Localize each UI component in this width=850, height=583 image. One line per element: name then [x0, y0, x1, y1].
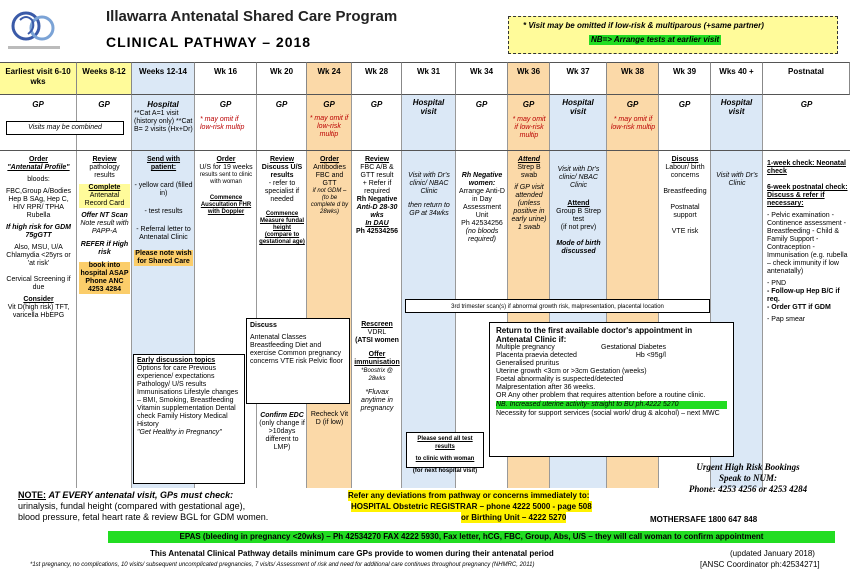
visit-type: GP	[98, 100, 110, 109]
col-header-wk36	[508, 62, 550, 95]
c4-commence: Commence	[209, 195, 243, 201]
col-header-wk34	[456, 62, 508, 95]
c1-list: FBC,Group A/Bodies Hep B SAg, Hep C, HIV RPR/ TPHA Rubella	[6, 188, 71, 219]
visit-type: Hospital visit	[562, 98, 594, 116]
col-header-label: Wk 28	[364, 67, 389, 76]
bottom-coord: [ANSC Coordinator ph:42534271]	[700, 560, 820, 569]
wk38-omit-note: * may omit if low-risk multip	[610, 116, 656, 131]
visit-type: GP	[626, 100, 639, 109]
visit-type: GP	[370, 100, 383, 109]
send-l2: to clinic with woman	[415, 456, 475, 462]
c8-visit: Visit with Dr's clinic/ NBAC Clinic	[408, 172, 450, 195]
page-subtitle: CLINICAL PATHWAY – 2018	[106, 34, 312, 50]
c4-results: results sent to clinic with woman	[199, 172, 253, 185]
return-row2	[496, 352, 666, 360]
return-item: Gestational Diabetes	[601, 344, 666, 351]
c7-dau: In DAU	[365, 220, 389, 227]
c7-rh: Rh Negative	[356, 196, 398, 203]
col-header-wk28	[352, 62, 402, 95]
return-title: Return to the first available doctor's appointment in Antenatal Clinic if:	[496, 326, 693, 344]
return-nb: NB. Increased uterine activity- straight to BU ph.4222 5270	[496, 401, 727, 409]
note-l2: urinalysis, fundal height (compared with gestational age),	[18, 501, 246, 511]
confirm-edc	[259, 412, 305, 452]
c7-flu: *Fluvax anytime in pregnancy	[360, 389, 394, 412]
refer-l2: HOSPITAL Obstetric REGISTRAR – phone 4222 5000 - page 508	[351, 502, 592, 511]
c5-refer: - refer to specialist if needed	[264, 180, 300, 203]
c11-mode: Mode of birth discussed	[556, 240, 601, 255]
c7-antid: Anti-D 28-30 wks	[356, 204, 398, 219]
c7-refer: + Refer if required	[362, 180, 392, 195]
c14-content: Visit with Dr's Clinic	[716, 172, 758, 187]
col-header-12-14	[132, 62, 195, 95]
visits-combined-note: Visits may be combined	[6, 121, 124, 135]
c11-content	[552, 166, 605, 256]
c5-content	[259, 156, 305, 246]
visit-type: Hospital	[147, 100, 179, 109]
c13-discuss: Discuss	[671, 156, 699, 163]
return-l6: Malpresentation after 36 weeks.	[496, 384, 596, 391]
confirm-title: Confirm EDC	[260, 412, 304, 419]
note-box	[508, 16, 838, 54]
c1-order: Order	[28, 156, 49, 163]
col-header-label: Earliest visit 6-10 wks	[5, 67, 71, 86]
col-header-label: Weeks 8-12	[82, 67, 126, 76]
c1-also: Also, MSU, U/A Chlamydia <25yrs or 'at risk'	[6, 244, 71, 267]
c7-atsi: (ATSI women	[355, 337, 399, 344]
c7-ph: Ph 42534256	[355, 228, 399, 235]
visit-type: GP	[800, 100, 813, 109]
c6-list: Antibodies FBC and GTT	[313, 164, 346, 187]
bottom-main: This Antenatal Clinical Pathway details minimum care GPs provide to women during their antenatal period	[150, 549, 554, 558]
return-l8: Necessity for support services (social work/ drug & alcohol) – next MWC	[496, 410, 720, 417]
cat-note: **Cat A=1 visit (history only) **Cat B= 2 visits (Hx+Dr)	[134, 110, 193, 133]
discuss-box	[246, 318, 350, 404]
c7-list: FBC A/B & GTT result	[360, 164, 394, 179]
c10-strep: Strep B swab	[517, 164, 541, 179]
note-l1: AT EVERY antenatal visit, GPs must check:	[48, 490, 234, 500]
c7-vdrl: VDRL	[367, 329, 387, 336]
col-header-label: Wk 36	[516, 67, 541, 76]
c1-cervical: Cervical Screening if due	[6, 276, 71, 291]
col-header-wk37	[550, 62, 607, 95]
c11-ifnot: (if not prev)	[560, 224, 597, 231]
discuss-title: Discuss	[250, 322, 277, 329]
discuss-items: Antenatal Classes Breastfeeding Diet and exercise Common pregnancy concerns VTE risk Pelvic floor	[250, 334, 343, 365]
c2-complete: Complete	[79, 184, 130, 192]
early-discussion-box	[133, 354, 245, 484]
col-header-label: Wk 20	[269, 67, 294, 76]
early-quote: "Get Healthy in Pregnancy"	[137, 429, 222, 436]
c15-ordergtt: - Order GTT if GDM	[767, 304, 831, 311]
col-header-wk24	[307, 62, 352, 95]
return-item: Hb <95g/l	[635, 352, 666, 359]
visit-type: GP	[522, 100, 535, 109]
c3-content	[134, 156, 193, 266]
c1-content	[2, 156, 75, 320]
c2-pathology: pathology results	[89, 164, 120, 179]
note-label: NOTE:	[18, 490, 46, 500]
c13-postnatal: Postnatal support	[670, 204, 700, 219]
wk16-omit-note: * may omit if low-risk multip	[200, 116, 245, 131]
c10-attend: Attend	[517, 156, 541, 163]
note-line2: NB=> Arrange tests at earlier visit	[591, 35, 720, 44]
col-header-label: Wk 37	[566, 67, 590, 76]
early-items: Options for care Previous experience/ expectations Pathology/ U/S results Immunisations Lifestyle changes – BMI, Smoking, Breastfeeding Vitamin supplementation Dental check Family History Medical History	[137, 365, 239, 428]
col-header-wk16	[195, 62, 257, 95]
c10-ifgp: if GP visit attended (unless positive in early urine) 1 swab	[511, 184, 547, 231]
return-item: Multiple pregnancy	[496, 344, 555, 351]
urgent-l2: Speak to NUM:	[719, 473, 777, 483]
c15-pap: - Pap smear	[767, 316, 806, 323]
urgent-l3: Phone: 4253 4256 or 4253 4284	[688, 484, 808, 494]
col-header-wk38	[607, 62, 659, 95]
col-header-wk40	[711, 62, 763, 95]
gp-row-divider	[0, 150, 850, 151]
c9-arrange: Arrange Anti-D in Day Assessment Unit	[459, 188, 505, 219]
c2-record: Antenatal Record Card	[79, 192, 130, 208]
c6-ifnot: if not GDM – (to be complete d by 28wks)	[310, 188, 349, 215]
c2-refer: REFER if High risk	[80, 241, 129, 256]
c15-followup: - Follow-up Hep B/C if req.	[767, 288, 840, 303]
col-header-wk31	[402, 62, 456, 95]
confirm-text: (only change if >10days different to LMP)	[259, 420, 305, 451]
c2-offer: Offer NT Scan	[81, 212, 128, 219]
logo	[6, 6, 62, 52]
return-row1	[496, 344, 666, 352]
c9-ph: Ph 42534256	[461, 220, 503, 227]
c2-num: 4253 4284	[79, 286, 130, 294]
bottom-foot: *1st pregnancy, no complications, 10 visits/ subsequent uncomplicated pregnancies, 7 visits/ Assessment of risk and need for additional care continues throughout pregnancy (NHMRC, 2011)	[30, 562, 535, 568]
col-header-label: Weeks 12-14	[139, 67, 187, 76]
footer-note	[18, 490, 348, 523]
c1-bloods: bloods:	[27, 176, 50, 183]
col-header-8-12	[77, 62, 132, 95]
note-l3: blood pressure, fetal heart rate & review BGL for GDM women.	[18, 512, 269, 522]
c2-phone: Phone ANC	[79, 278, 130, 286]
col-header-wk20	[257, 62, 307, 95]
return-l7: OR Any other problem that requires attention before a routine clinic.	[496, 392, 706, 399]
c15-week6: 6-week postnatal check: Discuss & refer if necessary:	[767, 184, 848, 207]
c5-review: Review	[269, 156, 295, 163]
c15-content	[767, 160, 848, 324]
c11-attend: Attend	[567, 200, 590, 207]
c13-vte: VTE risk	[671, 228, 699, 235]
c9-content	[458, 172, 506, 244]
col-wk24	[307, 95, 352, 488]
c9-noblood: (no bloods required)	[465, 228, 499, 243]
c4-content	[197, 156, 255, 216]
c4-us: U/S for 19 weeks	[199, 164, 253, 171]
c5-discuss: Discuss U/S results	[261, 164, 303, 179]
visit-type: GP	[475, 100, 488, 109]
return-l5: Foetal abnormality is suspected/detected	[496, 376, 624, 383]
return-l3: Generalised pruritus	[496, 360, 560, 367]
col-header-earliest	[0, 62, 77, 95]
c2-review: Review	[92, 156, 117, 163]
send-results-box	[406, 432, 484, 474]
c2-book: book into hospital ASAP	[80, 262, 129, 277]
c15-pnd: - PND	[767, 280, 787, 287]
urgent-l1: Urgent High Risk Bookings	[696, 462, 800, 472]
c8-content	[404, 172, 454, 218]
visit-type: Hospital visit	[412, 98, 445, 116]
c11-visit: Visit with Dr's clinic/ NBAC Clinic	[557, 166, 600, 189]
refer-any	[348, 490, 648, 523]
col-wk28	[352, 95, 402, 488]
c7-rescreen: Rescreen	[361, 321, 393, 328]
c15-week1: 1-week check: Neonatal check	[767, 160, 846, 175]
c11-groupb: Group B Strep test	[556, 208, 601, 223]
c3-test: - test results	[144, 208, 183, 215]
c1-consider: Consider	[23, 296, 54, 303]
c4-ausc: Auscultation FHR with Doppler	[200, 202, 252, 215]
send-l3: (for next hospital visit)	[412, 468, 478, 474]
c3-please: Please note wish for Shared Care	[135, 250, 192, 265]
c7-lower	[354, 321, 400, 413]
c10-content	[510, 156, 548, 232]
c7-boost: *Boostrix @ 28wks	[361, 368, 393, 382]
page-title: Illawarra Antenatal Shared Care Program	[106, 8, 398, 25]
return-item: Placenta praevia detected	[496, 352, 577, 359]
c2-content	[79, 156, 130, 294]
c8-return: then return to GP at 34wks	[408, 202, 450, 217]
early-title: Early discussion topics	[137, 357, 216, 364]
c13-breast: Breastfeeding	[663, 188, 707, 195]
c3-yellow: - yellow card (filled in)	[134, 182, 193, 197]
c3-referral: - Referral letter to Antenatal Clinic	[136, 226, 191, 241]
c1-gdm: If high risk for GDM 75gGTT	[6, 224, 71, 239]
col-header-label: Wk 39	[672, 67, 697, 76]
return-box	[489, 322, 734, 457]
c4-order: Order	[216, 156, 236, 163]
col-header-wk39	[659, 62, 711, 95]
col-header-label: Wk 16	[213, 67, 238, 76]
c13-list: Labour/ birth concerns	[665, 164, 705, 179]
wk36-omit-note: * may omit if low-risk multip	[512, 116, 546, 139]
visit-type: GP	[678, 100, 691, 109]
col-wk31	[402, 95, 456, 488]
c5-measure: Measure fundal height (compare to gestational age)	[259, 218, 305, 245]
col-header-label: Postnatal	[787, 67, 824, 76]
c7-offer: Offer immunisation	[354, 351, 400, 366]
c3-send: Send with patient:	[146, 156, 181, 171]
refer-l3: or Birthing Unit – 4222 5270	[461, 513, 567, 522]
visit-type: GP	[219, 100, 232, 109]
third-trimester-box: 3rd trimester scan(s) if abnormal growth risk, malpresentation, placental location	[405, 299, 710, 313]
epas-bar: EPAS (bleeding in pregnancy <20wks) – Ph 42534270 FAX 4222 5930, Fax letter, hCG, FBC, Group, Abs, U/S – they will call woman to confirm appointment	[108, 531, 835, 543]
c7-content	[354, 156, 400, 236]
wk24-omit-note: * may omit if low-risk multip	[309, 115, 349, 138]
note-line1: * Visit may be omitted if low-risk & multiparous (+same partner)	[523, 21, 764, 30]
col-header-label: Wks 40 +	[719, 67, 754, 76]
col-header-label: Wk 38	[620, 67, 645, 76]
mothersafe: MOTHERSAFE 1800 647 848	[650, 515, 758, 524]
c5-commence: Commence	[265, 211, 299, 217]
c13-content	[661, 156, 709, 236]
visit-type: GP	[323, 100, 335, 109]
urgent-box	[663, 462, 833, 495]
bottom-updated: (updated January 2018)	[730, 549, 815, 558]
c15-items: - Pelvic examination - Continence assessment - Breastfeeding - Child & Family Support - Contraception - Immunisation (e.g. rubella – check immunity if low antenatally)	[767, 212, 848, 275]
c6-order: Order	[319, 156, 340, 163]
visit-type: Hospital visit	[720, 98, 753, 116]
visit-type: GP	[32, 100, 44, 109]
col-header-label: Wk 24	[317, 67, 341, 76]
refer-l1: Refer any deviations from pathway or concerns immediately to:	[348, 491, 590, 500]
col-header-postnatal	[763, 62, 850, 95]
visit-type: GP	[275, 100, 288, 109]
c1-profile: "Antenatal Profile"	[7, 164, 70, 171]
c6-content	[309, 156, 350, 216]
c7-review: Review	[364, 156, 390, 163]
c6-recheck: Recheck Vit D (if low)	[310, 411, 349, 426]
c1-consider-list: Vit D(high risk) TFT, varicella HbEPG	[7, 304, 70, 319]
col-header-label: Wk 34	[469, 67, 494, 76]
col-header-label: Wk 31	[416, 67, 441, 76]
send-l1: Please send all test results	[417, 436, 473, 450]
c9-rh: Rh Negative women:	[461, 172, 503, 187]
return-l4: Uterine growth <3cm or >3cm Gestation (weeks)	[496, 368, 647, 375]
c2-note: Note result with PAPP-A	[80, 220, 129, 235]
